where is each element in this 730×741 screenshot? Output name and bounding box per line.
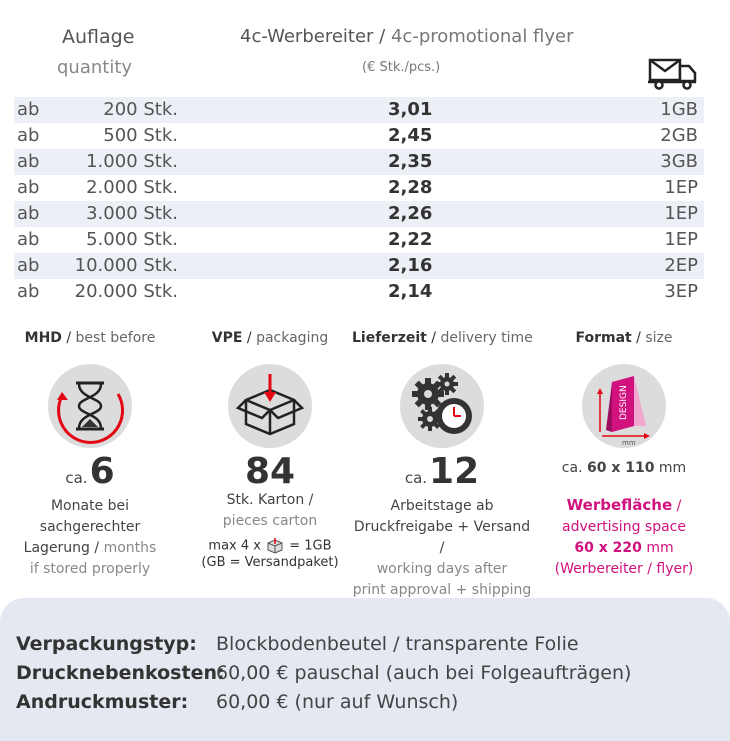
- mhd-title-de: MHD: [24, 330, 62, 346]
- cell-shipping: 2GB: [660, 125, 698, 146]
- detail-row: [16, 691, 458, 713]
- format-size-unit: mm: [658, 460, 687, 476]
- cell-price: 2,22: [388, 229, 433, 250]
- vpe-number: 84: [244, 451, 296, 492]
- detail-value: 60,00 € pauschal (auch bei Folgeaufträgen): [216, 662, 632, 684]
- table-row: [14, 175, 704, 201]
- product-title-en: 4c-promotional flyer: [390, 26, 574, 47]
- table-row: [14, 227, 704, 253]
- lieferzeit-ca: ca.: [404, 469, 428, 487]
- info-lieferzeit: [352, 330, 532, 601]
- vpe-text: [180, 490, 360, 532]
- cell-ab: ab: [17, 203, 40, 224]
- detail-value: Blockbodenbeutel / transparente Folie: [216, 633, 579, 655]
- cell-shipping: 3EP: [664, 281, 698, 302]
- cell-quantity: 2.000 Stk.: [86, 177, 178, 198]
- product-title: [240, 26, 574, 47]
- column-header-quantity: quantity: [57, 57, 133, 78]
- detail-row: [16, 633, 579, 655]
- mhd-line4: if stored properly: [29, 561, 151, 577]
- vpe-note-gb: = 1GB: [289, 538, 332, 554]
- detail-value: 60,00 € (nur auf Wunsch): [216, 691, 459, 713]
- mhd-title: MHD / best before: [24, 330, 156, 346]
- cell-quantity: 500 Stk.: [103, 125, 178, 146]
- table-row: [14, 201, 704, 227]
- cell-quantity: 5.000 Stk.: [86, 229, 178, 250]
- lieferzeit-text: [352, 496, 532, 601]
- mhd-line3: Lagerung / months: [23, 540, 157, 556]
- gears-clock-icon: [400, 364, 484, 448]
- vpe-note-line2: (GB = Versandpaket): [201, 554, 339, 570]
- table-row: [14, 253, 704, 279]
- cell-ab: ab: [17, 151, 40, 172]
- mhd-title-en: best before: [75, 330, 156, 346]
- price-table: [14, 97, 704, 305]
- flyer-format-icon: [582, 364, 666, 448]
- vpe-line2: pieces carton: [222, 513, 318, 529]
- detail-label: Drucknebenkosten:: [16, 662, 225, 684]
- format-ws-size-line: [534, 538, 714, 559]
- format-ws-title: Werbefläche /: [566, 496, 682, 514]
- cell-shipping: 2EP: [664, 255, 698, 276]
- cell-price: 2,16: [388, 255, 433, 276]
- mhd-line1: Monate bei: [50, 498, 130, 514]
- format-ws-size: 60 x 220: [574, 540, 642, 556]
- table-row: [14, 97, 704, 123]
- cell-quantity: 3.000 Stk.: [86, 203, 178, 224]
- product-title-de: 4c-Werbereiter: [240, 26, 374, 47]
- cell-shipping: 1EP: [664, 229, 698, 250]
- cell-ab: ab: [17, 99, 40, 120]
- product-title-sep: /: [373, 26, 391, 47]
- format-title-de: Format: [575, 330, 632, 346]
- cell-shipping: 1EP: [664, 177, 698, 198]
- mhd-text: [0, 496, 180, 580]
- details-panel: [0, 598, 730, 741]
- cell-ab: ab: [17, 255, 40, 276]
- format-title: Format / size: [575, 330, 673, 346]
- vpe-note-line1: [180, 538, 360, 555]
- format-ws-label: Werbefläche: [566, 496, 673, 514]
- svg-text:DESIGN: DESIGN: [619, 385, 629, 420]
- vpe-title-de: VPE: [211, 330, 243, 346]
- detail-label: Andruckmuster:: [16, 691, 189, 713]
- info-mhd: [0, 330, 180, 580]
- table-row: [14, 123, 704, 149]
- format-advertising: [534, 495, 714, 580]
- price-unit: (€ Stk./pcs.): [362, 60, 441, 75]
- cell-quantity: 1.000 Stk.: [86, 151, 178, 172]
- mhd-line3-de: Lagerung: [23, 540, 90, 556]
- format-title-en: size: [645, 330, 673, 346]
- cell-price: 2,28: [388, 177, 433, 198]
- box-icon: [228, 364, 312, 448]
- cell-ab: ab: [17, 281, 40, 302]
- cell-ab: ab: [17, 229, 40, 250]
- vpe-title: VPE / packaging: [211, 330, 329, 346]
- format-ws-unit: mm: [646, 540, 674, 556]
- cell-quantity: 10.000 Stk.: [74, 255, 178, 276]
- column-header-auflage: Auflage: [62, 26, 135, 48]
- lieferzeit-line3: working days after: [376, 561, 508, 577]
- format-size-pre: ca.: [561, 460, 583, 476]
- hourglass-icon: [48, 364, 132, 448]
- format-ws-en: advertising space: [562, 519, 686, 535]
- cell-ab: ab: [17, 125, 40, 146]
- format-size-value: 60 x 110: [586, 460, 655, 476]
- table-row: [14, 279, 704, 305]
- cell-shipping: 3GB: [660, 151, 698, 172]
- lieferzeit-title-en: delivery time: [440, 330, 533, 346]
- small-box-icon: [265, 538, 285, 554]
- table-row: [14, 149, 704, 175]
- mhd-line2: sachgerechter: [39, 519, 141, 535]
- info-format: [534, 330, 714, 580]
- cell-shipping: 1EP: [664, 203, 698, 224]
- info-vpe: [180, 330, 360, 571]
- cell-price: 3,01: [388, 99, 433, 120]
- lieferzeit-title: Lieferzeit / delivery time: [352, 330, 533, 346]
- lieferzeit-line1: Arbeitstage ab: [390, 498, 494, 514]
- vpe-note-max: max 4 x: [208, 538, 261, 554]
- cell-price: 2,45: [388, 125, 433, 146]
- truck-letter-icon: [648, 56, 698, 90]
- vpe-line1: Stk. Karton /: [226, 492, 314, 508]
- svg-text:mm: mm: [622, 439, 636, 447]
- cell-quantity: 200 Stk.: [103, 99, 178, 120]
- mhd-line3-en: months: [103, 540, 157, 556]
- detail-row: [16, 662, 631, 684]
- cell-price: 2,14: [388, 281, 433, 302]
- lieferzeit-number: 12: [429, 451, 480, 492]
- mhd-ca: ca.: [65, 469, 88, 487]
- format-size: [534, 458, 714, 479]
- lieferzeit-value: [352, 451, 532, 496]
- lieferzeit-title-de: Lieferzeit: [352, 330, 427, 346]
- vpe-note: [180, 538, 360, 571]
- vpe-title-en: packaging: [256, 330, 329, 346]
- format-ws-note: (Werbereiter / flyer): [554, 561, 694, 577]
- cell-price: 2,35: [388, 151, 433, 172]
- mhd-value: [0, 451, 180, 496]
- mhd-number: 6: [89, 451, 115, 492]
- lieferzeit-line2: Druckfreigabe + Versand /: [353, 519, 531, 556]
- detail-label: Verpackungstyp:: [16, 633, 197, 655]
- cell-price: 2,26: [388, 203, 433, 224]
- cell-ab: ab: [17, 177, 40, 198]
- cell-quantity: 20.000 Stk.: [74, 281, 178, 302]
- lieferzeit-line4: print approval + shipping: [352, 582, 532, 598]
- cell-shipping: 1GB: [660, 99, 698, 120]
